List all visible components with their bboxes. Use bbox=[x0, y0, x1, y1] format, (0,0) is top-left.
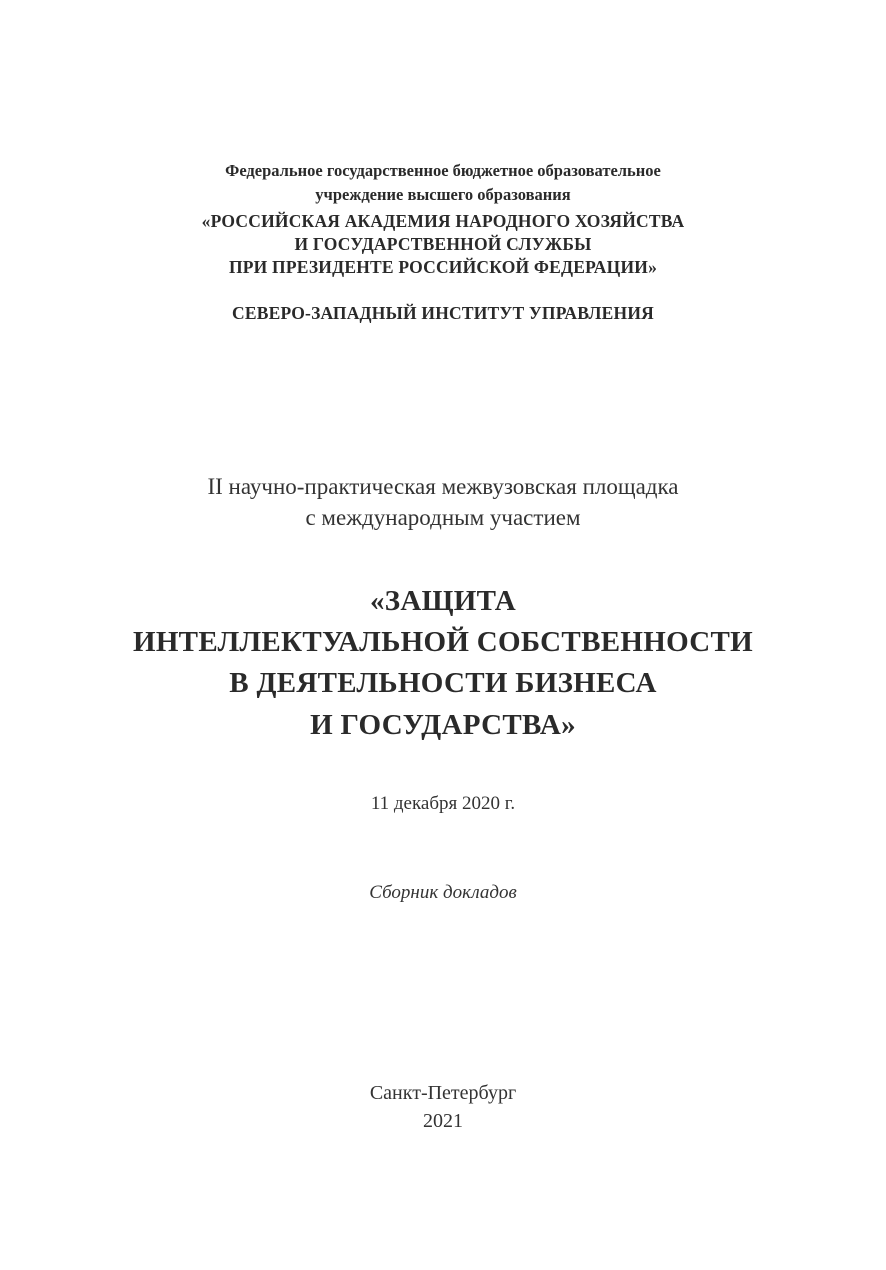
event-date: 11 декабря 2020 г. bbox=[370, 793, 516, 814]
institute-name: СЕВЕРО-ЗАПАДНЫЙ ИНСТИТУТ УПРАВЛЕНИЯ bbox=[231, 303, 655, 323]
academy-line-3: ПРИ ПРЕЗИДЕНТЕ РОССИЙСКОЙ ФЕДЕРАЦИИ» bbox=[228, 257, 658, 277]
imprint-city: Санкт-Петербург bbox=[369, 1082, 517, 1104]
event-title-line-4: И ГОСУДАРСТВА» bbox=[310, 709, 576, 741]
event-subtitle-line-1: II научно-практическая межвузовская площадка bbox=[207, 474, 679, 499]
imprint-year: 2021 bbox=[423, 1110, 463, 1132]
event-title-line-2: ИНТЕЛЛЕКТУАЛЬНОЙ СОБСТВЕННОСТИ bbox=[132, 626, 754, 658]
event-title-line-3: В ДЕЯТЕЛЬНОСТИ БИЗНЕСА bbox=[229, 667, 657, 699]
event-title-line-1: «ЗАЩИТА bbox=[369, 585, 517, 617]
institution-line-1: Федеральное государственное бюджетное образовательное bbox=[225, 161, 661, 180]
academy-line-1: «РОССИЙСКАЯ АКАДЕМИЯ НАРОДНОГО ХОЗЯЙСТВА bbox=[201, 211, 685, 231]
publication-type: Сборник докладов bbox=[369, 882, 517, 903]
institution-line-2: учреждение высшего образования bbox=[315, 185, 571, 204]
event-subtitle-line-2: с международным участием bbox=[305, 505, 581, 530]
academy-line-2: И ГОСУДАРСТВЕННОЙ СЛУЖБЫ bbox=[294, 234, 592, 254]
